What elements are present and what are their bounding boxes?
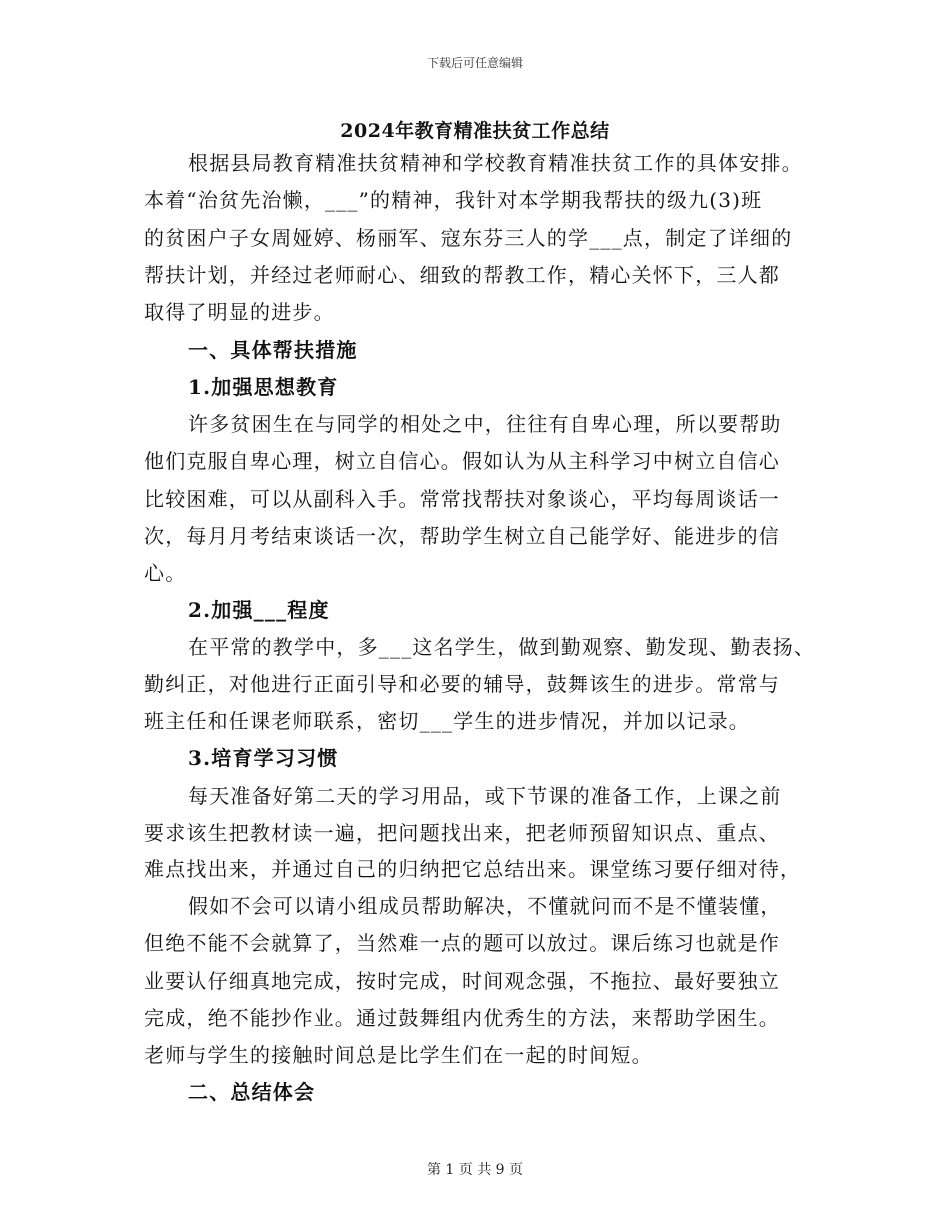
paragraph-line: 比较困难，可以从副科入手。常常找帮扶对象谈心，平均每周谈话一 (144, 487, 780, 511)
paragraph-line: 心。 (144, 561, 187, 585)
paragraph-line: 勤纠正，对他进行正面引导和必要的辅导，鼓舞该生的进步。常常与 (144, 672, 780, 696)
section-heading: 一、具体帮扶措施 (188, 338, 358, 362)
document-title: 2024年教育精准扶贫工作总结 (340, 120, 610, 142)
paragraph-line: 他们克服自卑心理，树立自信心。假如认为从主科学习中树立自信心 (144, 449, 780, 473)
paragraph-line: 要求该生把教材读一遍，把问题找出来，把老师预留知识点、重点、 (144, 821, 780, 845)
section-heading: 二、总结体会 (188, 1080, 316, 1104)
subsection-heading: 1.加强思想教育 (188, 375, 339, 399)
subsection-heading: 2.加强___程度 (188, 598, 330, 622)
paragraph-line: 但绝不能不会就算了，当然难一点的题可以放过。课后练习也就是作 (144, 931, 780, 955)
paragraph-line: 班主任和任课老师联系，密切___学生的进步情况，并加以记录。 (144, 709, 750, 733)
paragraph-line: 次，每月月考结束谈话一次，帮助学生树立自己能学好、能进步的信 (144, 524, 780, 548)
paragraph-line: 完成，绝不能抄作业。通过鼓舞组内优秀生的方法，来帮助学困生。 (144, 1006, 780, 1030)
paragraph-line: 老师与学生的接触时间总是比学生们在一起的时间短。 (144, 1043, 653, 1067)
intro-line: 本着“治贫先治懒，___”的精神，我针对本学期我帮扶的级九(3)班 (144, 188, 763, 212)
paragraph-line: 在平常的教学中，多___这名学生，做到勤观察、勤发现、勤表扬、 (188, 635, 816, 659)
page-footer: 第 1 页 共 9 页 (426, 1162, 524, 1178)
paragraph-line: 许多贫困生在与同学的相处之中，往往有自卑心理，所以要帮助 (188, 412, 782, 436)
paragraph-line: 假如不会可以请小组成员帮助解决，不懂就问而不是不懂装懂， (188, 894, 782, 918)
paragraph-line: 每天准备好第二天的学习用品，或下节课的准备工作，上课之前 (188, 784, 782, 808)
subsection-heading: 3.培育学习习惯 (188, 746, 339, 770)
paragraph-line: 业要认仔细真地完成，按时完成，时间观念强，不拖拉、最好要独立 (144, 969, 780, 993)
intro-line: 的贫困户子女周娅婷、杨丽军、寇东芬三人的学___点，制定了详细的 (144, 226, 793, 250)
intro-line: 取得了明显的进步。 (144, 300, 335, 324)
paragraph-line: 难点找出来，并通过自己的归纳把它总结出来。课堂练习要仔细对待， (144, 857, 802, 881)
header-note: 下载后可任意编辑 (426, 56, 523, 70)
intro-line: 帮扶计划，并经过老师耐心、细致的帮教工作，精心关怀下，三人都 (144, 263, 780, 287)
intro-line: 根据县局教育精准扶贫精神和学校教育精准扶贫工作的具体安排。 (188, 151, 803, 175)
